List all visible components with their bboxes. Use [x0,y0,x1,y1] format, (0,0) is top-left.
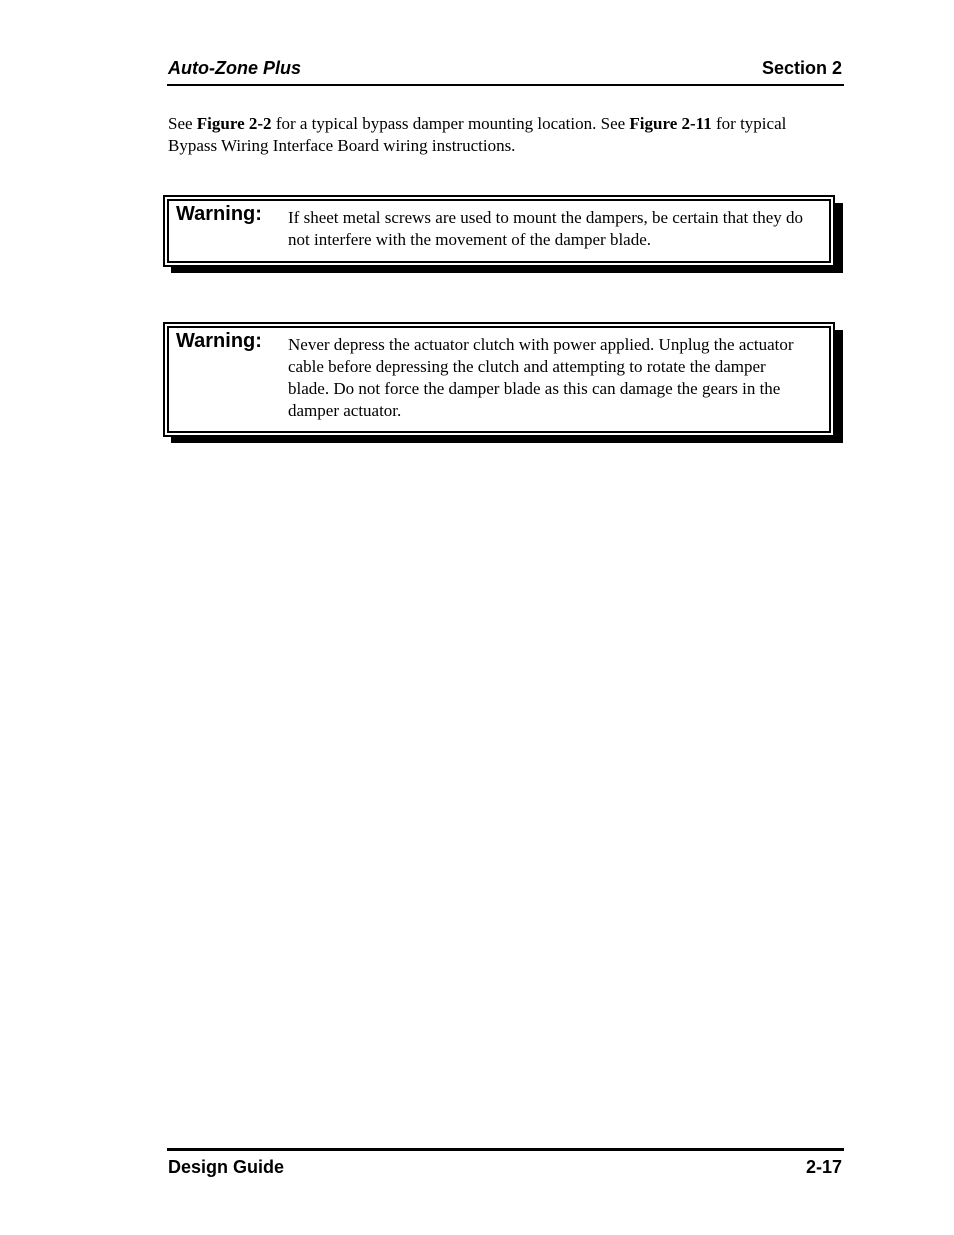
warning-label: Warning: [176,330,262,352]
figure-reference-2-11: Figure 2-11 [629,114,712,133]
warning-box [163,195,835,267]
header-section: Section 2 [761,58,842,78]
page-footer [167,1148,844,1181]
intro-text-3: for typical Bypass Wiring Interface Board wiring instructions. [168,114,787,155]
warning-box [163,322,835,437]
footer-guide-title: Design Guide [168,1157,285,1177]
page-number: 2-17 [805,1157,842,1177]
intro-paragraph [168,113,828,157]
warning-text: Never depress the actuator clutch with power applied. Unplug the actuator cable before depressing the clutch and attempting to rotate the damper blade. Do not force the damper blade as this can damage the gears in the damper actuator. [288,335,794,420]
warning-text: If sheet metal screws are used to mount the dampers, be certain that they do not interfere with the movement of the damper blade. [288,208,804,249]
warning-label: Warning: [176,203,262,225]
header-product-title: Auto-Zone Plus [168,58,301,78]
figure-reference-2-2: Figure 2-2 [196,114,272,133]
page-header [167,58,844,86]
intro-text-1: See [168,114,197,133]
intro-text-2: for a typical bypass damper mounting location. See [271,114,630,133]
